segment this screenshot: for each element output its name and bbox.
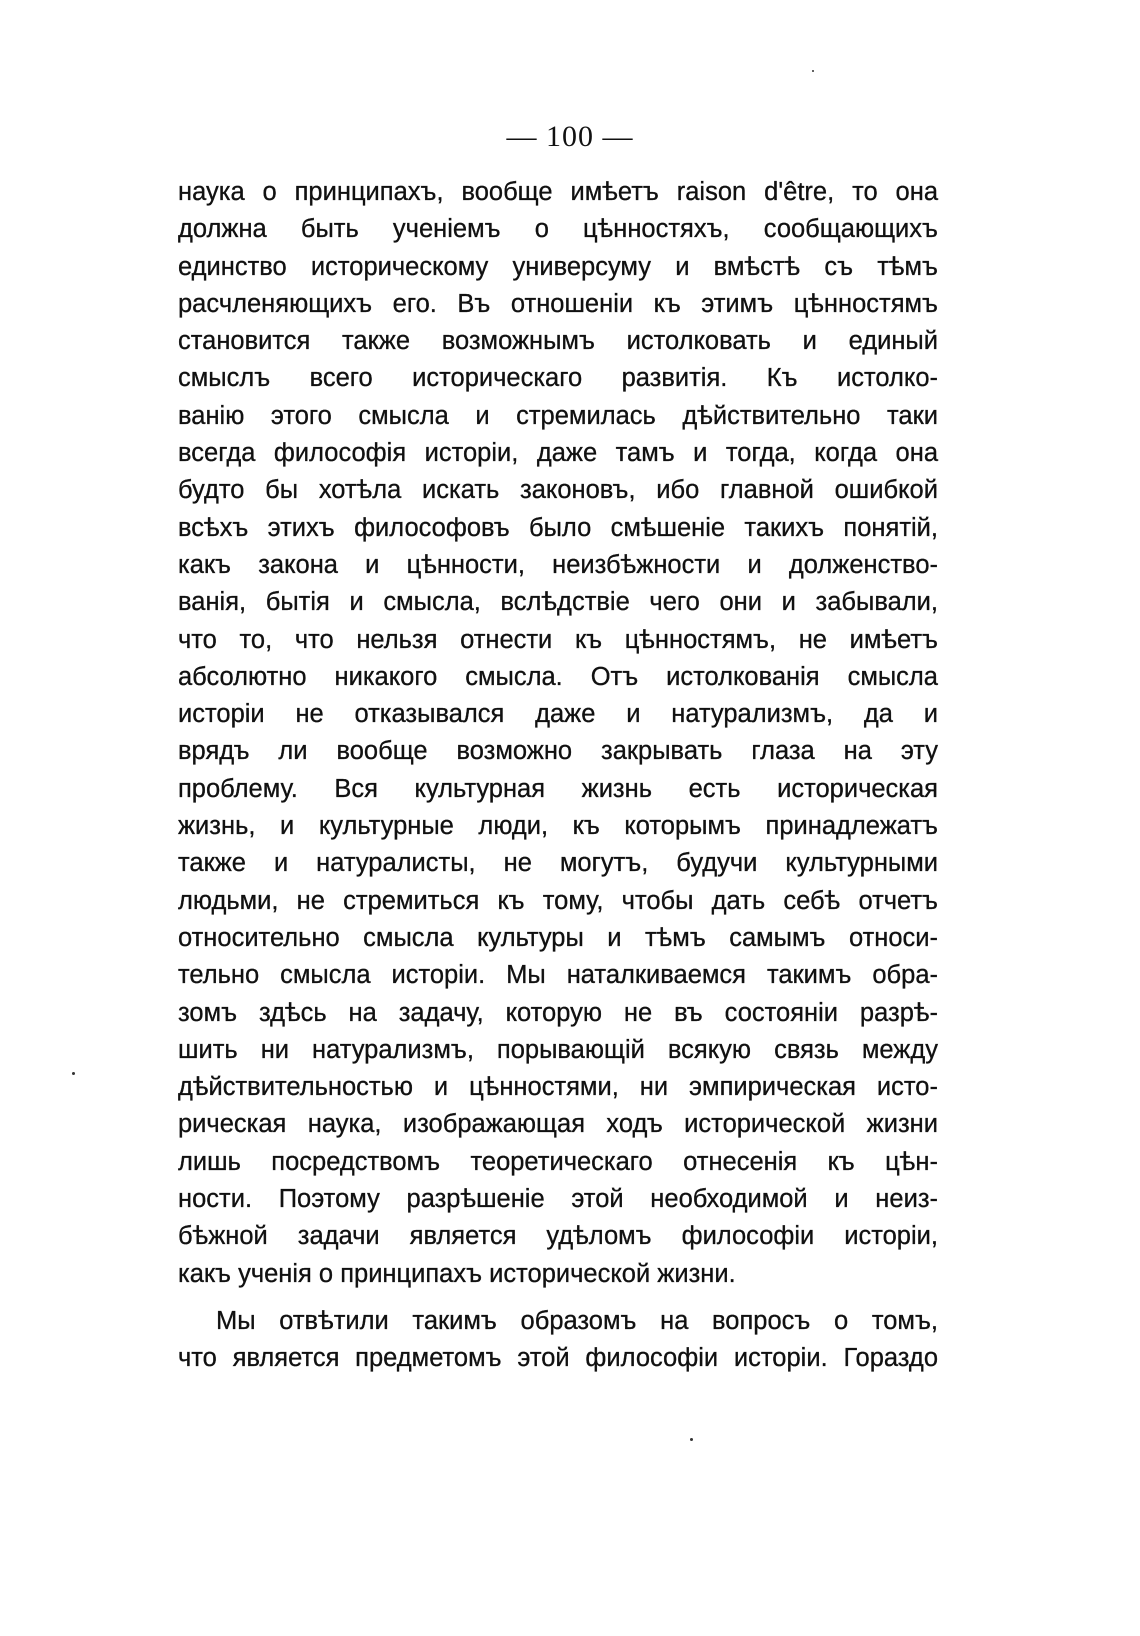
text-line: рическая наука, изображающая ходъ исторической жизни [178, 1110, 938, 1139]
text-line: Мы отвѣтили такимъ образомъ на вопросъ о томъ, [216, 1306, 938, 1335]
paragraph-gap [178, 1293, 938, 1303]
text-line: лишь посредствомъ теоретическаго отнесенія къ цѣн- [178, 1147, 938, 1176]
text-line: какъ закона и цѣнности, неизбѣжности и долженство- [178, 550, 938, 579]
print-speck [812, 70, 814, 72]
text-line: абсолютно никакого смысла. Отъ истолкованія смысла [178, 662, 938, 691]
text-line: смыслъ всего историческаго развитія. Къ истолко- [178, 364, 938, 393]
text-line: единство историческому универсуму и вмѣстѣ съ тѣмъ [178, 252, 938, 281]
text-line: какъ ученія о принципахъ исторической жизни. [178, 1259, 736, 1288]
text-line: что является предметомъ этой философіи исторіи. Гораздо [178, 1344, 938, 1373]
paragraph-2 [178, 1303, 938, 1378]
text-line: расчленяющихъ его. Въ отношеніи къ этимъ цѣнностямъ [178, 289, 938, 318]
text-line: должна быть ученіемъ о цѣнностяхъ, сообщающихъ [178, 215, 938, 244]
text-line: всегда философія исторіи, даже тамъ и тогда, когда она [178, 439, 938, 468]
page-number: — 100 — [506, 120, 634, 153]
text-line: также и натуралисты, не могутъ, будучи культурными [178, 849, 938, 878]
text-line: жизнь, и культурные люди, къ которымъ принадлежатъ [178, 812, 938, 841]
text-line: ности. Поэтому разрѣшеніе этой необходимой и неиз- [178, 1185, 938, 1214]
print-speck [72, 1072, 75, 1075]
text-line: будто бы хотѣла искать законовъ, ибо главной ошибкой [178, 476, 938, 505]
paragraph-1 [178, 174, 938, 1293]
text-line: относительно смысла культуры и тѣмъ самымъ относи- [178, 923, 938, 952]
text-line: становится также возможнымъ истолковать и единый [178, 327, 938, 356]
text-line: дѣйствительностью и цѣнностями, ни эмпирическая исто- [178, 1073, 938, 1102]
text-line: шить ни натурализмъ, порывающій всякую связь между [178, 1035, 938, 1064]
text-line: наука о принципахъ, вообще имѣетъ raison d'être, то она [178, 178, 938, 206]
text-line: ванія, бытія и смысла, вслѣдствіе чего они и забывали, [178, 588, 938, 617]
text-line: исторіи не отказывался даже и натурализмъ, да и [178, 700, 938, 729]
text-line: проблему. Вся культурная жизнь есть историческая [178, 774, 938, 803]
body-text [178, 174, 938, 1378]
text-line: что то, что нельзя отнести къ цѣнностямъ, не имѣетъ [178, 625, 938, 654]
text-line: бѣжной задачи является удѣломъ философіи исторіи, [178, 1222, 938, 1251]
text-line: врядъ ли вообще возможно закрывать глаза на эту [178, 737, 938, 766]
text-line: всѣхъ этихъ философовъ было смѣшеніе такихъ понятій, [178, 513, 938, 542]
print-speck [690, 1438, 693, 1441]
text-line: ванію этого смысла и стремилась дѣйствительно таки [178, 401, 938, 430]
text-line: людьми, не стремиться къ тому, чтобы дать себѣ отчетъ [178, 886, 938, 915]
text-line: тельно смысла исторіи. Мы наталкиваемся такимъ обра- [178, 961, 938, 990]
text-line: зомъ здѣсь на задачу, которую не въ состояніи разрѣ- [178, 998, 938, 1027]
